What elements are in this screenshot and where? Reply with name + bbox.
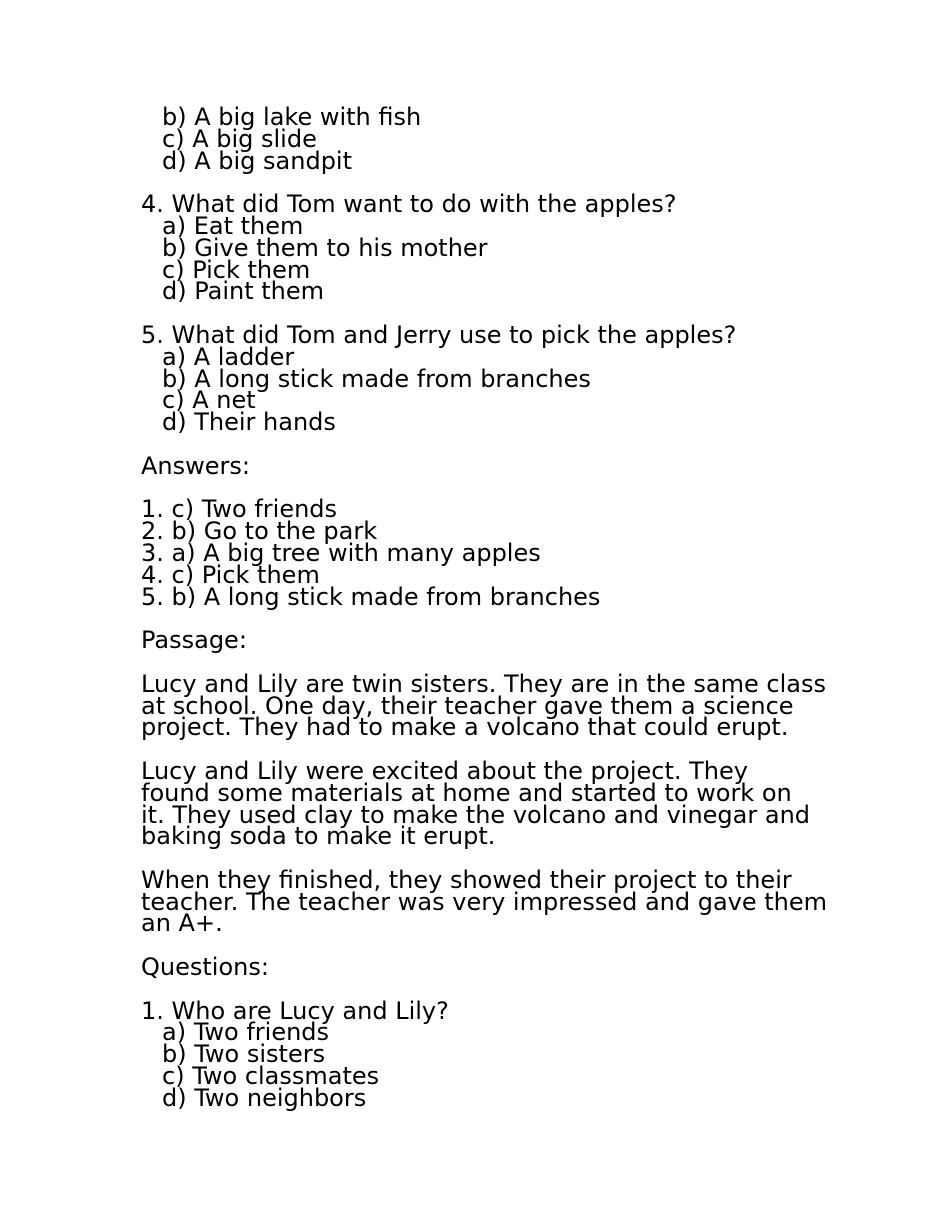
answer-item: 2. b) Go to the park	[141, 517, 378, 546]
passage-heading: Passage:	[141, 626, 247, 655]
option: d) Their hands	[162, 408, 336, 437]
option: a) A ladder	[162, 342, 295, 371]
option: d) A big sandpit	[162, 146, 353, 175]
question-5	[141, 320, 831, 437]
option: c) Pick them	[162, 255, 311, 284]
option: b) Give them to his mother	[162, 233, 488, 262]
option: b) Two sisters	[162, 1040, 326, 1069]
answer-item: 1. c) Two friends	[141, 495, 338, 524]
passage-paragraph-1	[141, 669, 831, 742]
option: c) Two classmates	[162, 1062, 380, 1091]
question-3-options	[141, 103, 831, 175]
passage-line: project. They had to make a volcano that could erupt.	[141, 713, 789, 742]
answer-item: 4. c) Pick them	[141, 560, 320, 589]
passage-paragraph-3	[141, 865, 831, 938]
option: d) Paint them	[162, 277, 325, 306]
question-4	[141, 190, 831, 306]
option: c) A net	[162, 386, 256, 415]
question-text: 4. What did Tom want to do with the apples?	[141, 190, 677, 219]
passage-line: found some materials at home and started to work on	[141, 778, 792, 807]
passage-line: it. They used clay to make the volcano and vinegar and	[141, 800, 811, 829]
question-text: 1. Who are Lucy and Lily?	[141, 996, 449, 1025]
answer-item: 5. b) A long stick made from branches	[141, 582, 601, 611]
option: a) Two friends	[162, 1018, 330, 1047]
option: b) A long stick made from branches	[162, 364, 591, 393]
answers-list	[141, 495, 831, 611]
question-1	[141, 996, 831, 1112]
document-page	[141, 103, 831, 1112]
passage-line: teacher. The teacher was very impressed and gave them	[141, 887, 828, 916]
answers-heading: Answers:	[141, 451, 250, 480]
answer-item: 3. a) A big tree with many apples	[141, 538, 541, 567]
question-text: 5. What did Tom and Jerry use to pick the apples?	[141, 320, 737, 349]
passage-line: When they finished, they showed their project to their	[141, 865, 792, 894]
passage-line: at school. One day, their teacher gave them a science	[141, 691, 794, 720]
passage-line: baking soda to make it erupt.	[141, 822, 496, 851]
questions-heading: Questions:	[141, 953, 269, 982]
option: b) A big lake with fish	[162, 103, 422, 131]
passage-paragraph-2	[141, 756, 831, 851]
option: a) Eat them	[162, 211, 304, 240]
passage-line: an A+.	[141, 909, 223, 938]
option: d) Two neighbors	[162, 1083, 367, 1112]
passage-line: Lucy and Lily are twin sisters. They are in the same class	[141, 669, 826, 698]
passage-line: Lucy and Lily were excited about the project. They	[141, 756, 748, 785]
option: c) A big slide	[162, 124, 317, 153]
